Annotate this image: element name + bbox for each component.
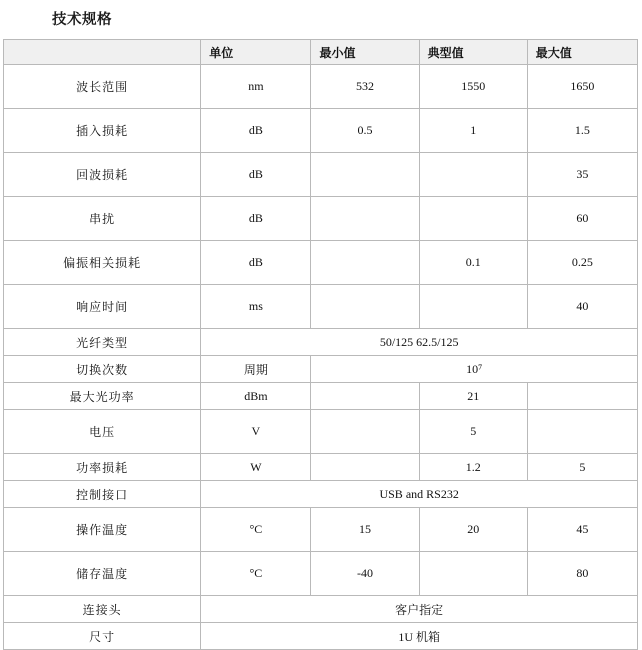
table-row xyxy=(4,329,638,356)
row-unit: dBm xyxy=(201,383,311,410)
table-row xyxy=(4,197,638,241)
row-unit: V xyxy=(201,410,311,454)
row-unit: dB xyxy=(201,241,311,285)
row-label: 偏振相关损耗 xyxy=(4,241,201,285)
row-label: 电压 xyxy=(4,410,201,454)
column-header-max: 最大值 xyxy=(527,40,637,65)
table-body xyxy=(4,65,638,650)
row-typ-value: 21 xyxy=(419,383,527,410)
row-unit: °C xyxy=(201,508,311,552)
row-min-value xyxy=(311,197,419,241)
specifications-table xyxy=(3,39,638,650)
row-label: 响应时间 xyxy=(4,285,201,329)
row-label: 插入损耗 xyxy=(4,109,201,153)
row-label: 切换次数 xyxy=(4,356,201,383)
row-unit: 周期 xyxy=(201,356,311,383)
row-min-value xyxy=(311,153,419,197)
row-typ-value: 1.2 xyxy=(419,454,527,481)
row-min-value xyxy=(311,285,419,329)
row-label: 回波损耗 xyxy=(4,153,201,197)
row-typ-value xyxy=(419,552,527,596)
table-header-row xyxy=(4,40,638,65)
row-label: 控制接口 xyxy=(4,481,201,508)
row-typ-value xyxy=(419,285,527,329)
row-typ-value: 1550 xyxy=(419,65,527,109)
row-span-value: 50/125 62.5/125 xyxy=(201,329,638,356)
row-unit: nm xyxy=(201,65,311,109)
table-header xyxy=(4,40,638,65)
table-row xyxy=(4,454,638,481)
row-max-value: 45 xyxy=(527,508,637,552)
row-min-value xyxy=(311,241,419,285)
row-span-value: 10⁷ xyxy=(311,356,638,383)
column-header-unit: 单位 xyxy=(201,40,311,65)
row-unit: dB xyxy=(201,197,311,241)
column-header-label xyxy=(4,40,201,65)
row-min-value xyxy=(311,454,419,481)
row-label: 储存温度 xyxy=(4,552,201,596)
row-typ-value: 20 xyxy=(419,508,527,552)
row-unit: ms xyxy=(201,285,311,329)
row-max-value: 80 xyxy=(527,552,637,596)
row-span-value: 1U 机箱 xyxy=(201,623,638,650)
row-label: 波长范围 xyxy=(4,65,201,109)
row-max-value: 0.25 xyxy=(527,241,637,285)
table-row xyxy=(4,153,638,197)
column-header-min: 最小值 xyxy=(311,40,419,65)
row-label: 串扰 xyxy=(4,197,201,241)
row-min-value xyxy=(311,383,419,410)
row-max-value: 1.5 xyxy=(527,109,637,153)
row-max-value xyxy=(527,383,637,410)
table-row xyxy=(4,241,638,285)
row-label: 光纤类型 xyxy=(4,329,201,356)
table-row xyxy=(4,109,638,153)
page-title: 技术规格 xyxy=(52,12,112,28)
row-typ-value xyxy=(419,197,527,241)
row-max-value xyxy=(527,410,637,454)
column-header-typ: 典型值 xyxy=(419,40,527,65)
row-typ-value xyxy=(419,153,527,197)
table-row xyxy=(4,596,638,623)
row-max-value: 1650 xyxy=(527,65,637,109)
row-span-value: 客户指定 xyxy=(201,596,638,623)
table-row xyxy=(4,508,638,552)
row-max-value: 60 xyxy=(527,197,637,241)
table-row xyxy=(4,356,638,383)
row-min-value xyxy=(311,410,419,454)
row-label: 尺寸 xyxy=(4,623,201,650)
row-label: 最大光功率 xyxy=(4,383,201,410)
table-row xyxy=(4,285,638,329)
row-min-value: -40 xyxy=(311,552,419,596)
row-max-value: 5 xyxy=(527,454,637,481)
row-unit: W xyxy=(201,454,311,481)
table-row xyxy=(4,552,638,596)
row-typ-value: 0.1 xyxy=(419,241,527,285)
table-row xyxy=(4,410,638,454)
row-max-value: 35 xyxy=(527,153,637,197)
row-label: 功率损耗 xyxy=(4,454,201,481)
row-min-value: 532 xyxy=(311,65,419,109)
row-span-value: USB and RS232 xyxy=(201,481,638,508)
table-row xyxy=(4,65,638,109)
table-row xyxy=(4,623,638,650)
row-max-value: 40 xyxy=(527,285,637,329)
row-unit: °C xyxy=(201,552,311,596)
row-min-value: 0.5 xyxy=(311,109,419,153)
table-row xyxy=(4,481,638,508)
table-row xyxy=(4,383,638,410)
row-unit: dB xyxy=(201,153,311,197)
row-unit: dB xyxy=(201,109,311,153)
row-typ-value: 1 xyxy=(419,109,527,153)
row-label: 操作温度 xyxy=(4,508,201,552)
row-label: 连接头 xyxy=(4,596,201,623)
row-min-value: 15 xyxy=(311,508,419,552)
row-typ-value: 5 xyxy=(419,410,527,454)
